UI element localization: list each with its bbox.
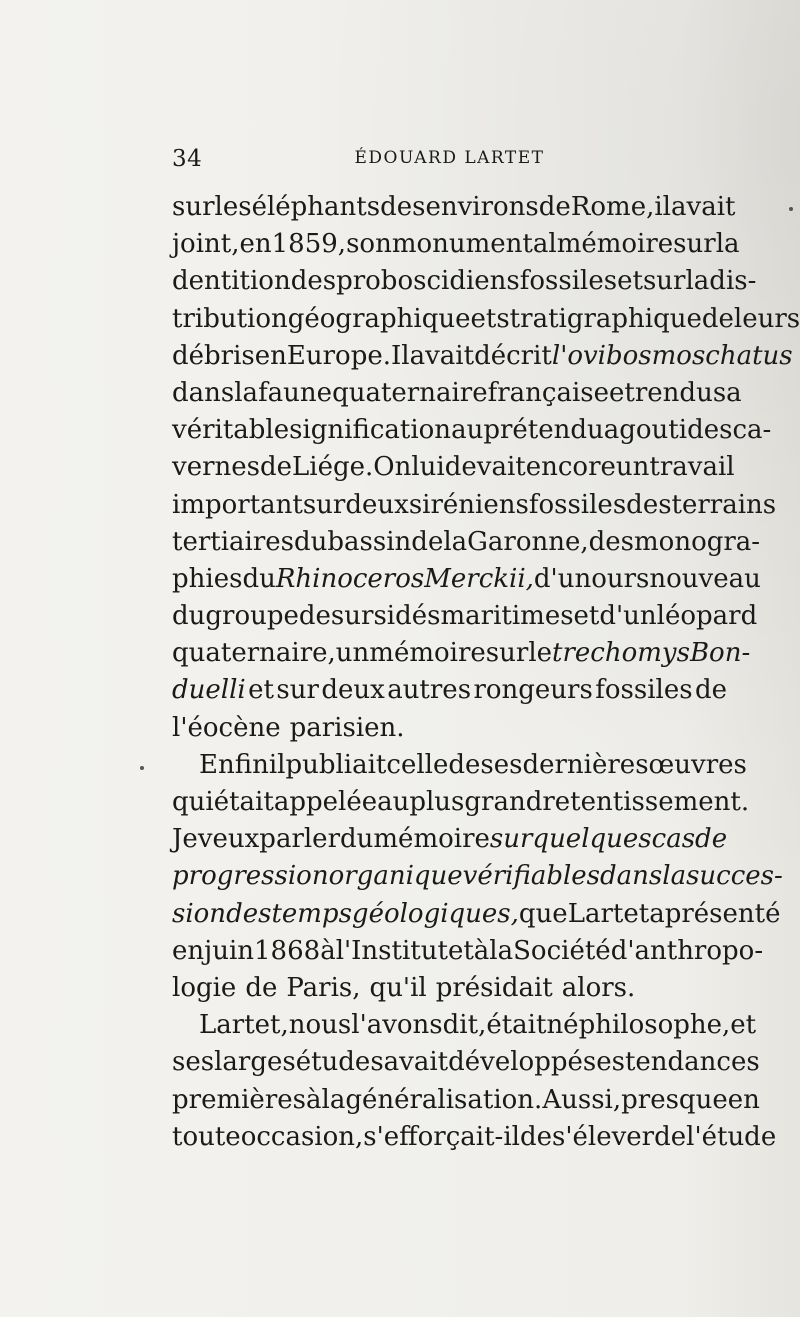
word: de	[654, 1121, 687, 1152]
word: des	[380, 192, 426, 222]
word: Paris,	[286, 972, 361, 1003]
word: Bon-	[689, 638, 751, 669]
word: il	[654, 192, 671, 222]
text-line	[172, 896, 781, 933]
word: signification	[289, 415, 452, 446]
text-line	[172, 710, 727, 747]
word: la	[662, 861, 687, 892]
word: prétendu	[483, 415, 604, 446]
word: Garonne,	[467, 526, 589, 557]
word: de	[701, 303, 734, 334]
word: des	[290, 266, 337, 297]
word: de	[259, 452, 293, 483]
word: monogra-	[634, 526, 761, 557]
word: la	[489, 935, 514, 966]
word: au	[377, 787, 410, 817]
word: études	[295, 1047, 384, 1078]
word: généralisation.	[345, 1084, 543, 1115]
word: autres	[387, 675, 472, 706]
word: celle	[386, 749, 449, 780]
text-line	[172, 672, 727, 709]
word: premières	[172, 1084, 306, 1115]
word: presque	[621, 1084, 728, 1115]
word: monumental	[391, 229, 557, 260]
word: de	[411, 526, 444, 557]
word: alors.	[561, 972, 636, 1003]
text-line	[172, 375, 742, 412]
word: que	[518, 898, 568, 929]
word: en	[239, 229, 272, 260]
word: à	[473, 935, 490, 966]
text-line	[172, 561, 761, 598]
word: terrains	[671, 489, 777, 520]
word: la	[715, 229, 740, 260]
word: grand	[464, 787, 543, 817]
word: dentition	[172, 266, 291, 297]
page-number: 34	[172, 146, 203, 172]
word: à	[320, 935, 336, 966]
word: sur	[302, 489, 346, 520]
word: au	[451, 415, 484, 446]
word: géologiques,	[351, 898, 519, 929]
word: publiait	[285, 749, 387, 780]
word: était	[213, 787, 274, 817]
word: son	[346, 229, 392, 260]
word: en	[172, 935, 205, 966]
word: française	[487, 377, 610, 408]
word: Aussi,	[542, 1084, 622, 1115]
word: des	[298, 601, 345, 632]
word: du	[172, 601, 206, 632]
word: avait	[383, 1047, 449, 1078]
word: fossiles	[519, 266, 618, 297]
word: a	[649, 898, 665, 929]
word: vérifiables	[462, 861, 601, 892]
word: développé	[448, 1047, 583, 1078]
word: qu'il	[369, 972, 427, 1003]
word: et	[573, 601, 600, 632]
text-line	[172, 598, 758, 635]
word: Enfin	[199, 749, 269, 780]
word: larges	[214, 1047, 296, 1078]
word: leurs	[733, 303, 800, 334]
word: l'Institut	[335, 935, 448, 966]
word: cas	[651, 824, 696, 855]
word: la	[685, 266, 710, 297]
word: et	[470, 303, 497, 334]
word: temps	[271, 898, 352, 929]
text-line	[172, 524, 761, 561]
word: était	[486, 1010, 547, 1041]
word: de	[695, 824, 728, 855]
word: la	[321, 1084, 346, 1115]
word: philosophe,	[578, 1010, 731, 1041]
word: bassin	[327, 526, 412, 557]
word: le	[528, 638, 553, 669]
word: nous	[288, 1010, 352, 1041]
text-line	[172, 412, 772, 449]
word: né	[546, 1010, 579, 1041]
word: et	[617, 266, 643, 297]
word: siréniens	[408, 489, 529, 520]
word: vernes	[172, 452, 260, 483]
word: s'élever	[552, 1121, 655, 1152]
word: dans	[172, 377, 235, 408]
word: et	[609, 377, 635, 408]
word: progression	[172, 861, 329, 892]
word: d'anthropo-	[610, 935, 764, 966]
text-line	[172, 338, 793, 375]
word: retentissement.	[542, 787, 750, 817]
word: trechomys	[552, 638, 690, 669]
word: quelques	[532, 824, 652, 855]
text-line	[172, 858, 783, 895]
word: tribution	[172, 303, 288, 334]
word: de	[448, 749, 481, 780]
word: agouti	[603, 415, 688, 446]
word: de	[694, 675, 727, 706]
word: ses	[480, 749, 523, 780]
word: la	[443, 526, 468, 557]
word: mémoire	[556, 229, 674, 260]
word: quaternaire,	[172, 638, 336, 669]
text-line	[172, 263, 757, 300]
word: l'étude	[686, 1121, 777, 1152]
text-line	[172, 970, 727, 1007]
word: logie	[172, 972, 237, 1003]
word: il	[268, 749, 286, 780]
word: Europe.	[286, 340, 392, 371]
word: ours	[591, 563, 650, 594]
word: en	[254, 340, 287, 371]
word: Il	[391, 340, 410, 371]
word: œuvres	[648, 749, 747, 780]
text-line	[172, 1119, 777, 1156]
word: sur	[276, 675, 319, 706]
page-speck	[140, 766, 144, 770]
word: nouveau	[649, 563, 761, 594]
word: présidait	[435, 972, 553, 1003]
word: dernières	[522, 749, 649, 780]
word: ca-	[732, 415, 772, 446]
word: proboscidiens	[336, 266, 520, 297]
word: l'avons	[351, 1010, 443, 1041]
word: avait	[409, 340, 475, 371]
word: sa	[712, 377, 742, 408]
word: 1859,	[271, 229, 347, 260]
word: travail	[649, 452, 735, 483]
word: rongeurs	[473, 675, 593, 706]
word: 1868	[254, 935, 321, 966]
word: appelée	[273, 787, 378, 817]
word: de	[245, 972, 278, 1003]
word: des	[588, 526, 635, 557]
word: en	[727, 1084, 760, 1115]
word: deux	[345, 489, 409, 520]
word: ses	[172, 1047, 215, 1078]
word: moschatus	[651, 340, 793, 371]
word: sion	[172, 898, 227, 929]
body-text	[172, 189, 800, 1156]
word: s'efforçait-il	[363, 1121, 520, 1152]
word: plus	[409, 787, 465, 817]
word: organique	[328, 861, 463, 892]
word: dans	[600, 861, 663, 892]
word: Je	[172, 824, 198, 855]
text-line	[172, 821, 727, 858]
word: l'éocène	[172, 712, 281, 743]
text-line	[172, 1007, 757, 1044]
text-line	[172, 449, 735, 486]
word: duelli	[172, 675, 246, 706]
word: et	[730, 1010, 757, 1041]
word: fossiles	[595, 675, 693, 706]
word: deux	[321, 675, 385, 706]
word: un	[615, 452, 650, 483]
text-line	[172, 189, 736, 226]
word: l'ovibos	[551, 340, 652, 371]
word: encore	[525, 452, 616, 483]
word: Merckii,	[424, 563, 534, 594]
word: devait	[444, 452, 526, 483]
word: phies	[172, 563, 243, 594]
word: et	[248, 675, 274, 706]
word: important	[172, 489, 303, 520]
word: parler	[259, 824, 341, 855]
word: véritable	[172, 415, 290, 446]
text-line	[172, 1044, 760, 1081]
word: succes-	[686, 861, 783, 892]
text-line	[172, 747, 747, 784]
word: lui	[411, 452, 445, 483]
word: faune	[258, 377, 333, 408]
word: Lartet	[567, 898, 650, 929]
word: Liége.	[292, 452, 374, 483]
word: un	[335, 638, 370, 669]
word: les	[214, 192, 252, 222]
word: à	[305, 1084, 322, 1115]
word: décrit	[474, 340, 552, 371]
word: juin	[204, 935, 255, 966]
word: dit,	[442, 1010, 487, 1041]
text-line	[172, 301, 800, 338]
word: du	[242, 563, 276, 594]
word: toute	[172, 1121, 241, 1152]
word: ses	[582, 1047, 625, 1078]
word: sur	[673, 229, 716, 260]
word: sur	[485, 638, 529, 669]
word: parisien.	[289, 712, 405, 743]
word: On	[373, 452, 412, 483]
word: du	[294, 526, 328, 557]
word: tendances	[624, 1047, 760, 1078]
word: géographique	[287, 303, 471, 334]
word: des	[626, 489, 672, 520]
word: Lartet,	[199, 1010, 289, 1041]
word: Société	[513, 935, 611, 966]
word: stratigraphique	[496, 303, 702, 334]
word: tertiaires	[172, 526, 295, 557]
word: présenté	[664, 898, 781, 929]
word: d'un	[533, 563, 592, 594]
word: Rhinoceros	[275, 563, 425, 594]
word: maritimes	[440, 601, 574, 632]
word: la	[234, 377, 259, 408]
word: groupe	[205, 601, 299, 632]
word: de	[519, 1121, 553, 1152]
word: environs	[425, 192, 539, 222]
word: sur	[489, 824, 533, 855]
word: occasion,	[240, 1121, 364, 1152]
page-header	[172, 146, 727, 176]
word: dis-	[709, 266, 757, 297]
word: mémoire	[373, 824, 490, 855]
running-head: ÉDOUARD LARTET	[354, 148, 545, 168]
text-line	[172, 784, 750, 821]
word: sur	[642, 266, 686, 297]
word: des	[687, 415, 733, 446]
word: rendu	[634, 377, 713, 408]
word: joint,	[172, 229, 240, 260]
word: ursidés	[344, 601, 441, 632]
word: qui	[172, 787, 214, 817]
word: fossiles	[528, 489, 627, 520]
word: du	[340, 824, 374, 855]
word: quaternaire	[332, 377, 488, 408]
word: et	[447, 935, 474, 966]
text-line	[172, 933, 764, 970]
word: léopard	[656, 601, 758, 632]
word: éléphants	[251, 192, 381, 222]
text-line	[172, 226, 740, 263]
word: des	[226, 898, 272, 929]
word: mémoire	[369, 638, 486, 669]
text-line	[172, 635, 751, 672]
word: Rome,	[570, 192, 655, 222]
word: avait	[671, 192, 736, 222]
word: sur	[172, 192, 215, 222]
page-speck	[789, 207, 793, 211]
text-line	[172, 487, 777, 524]
word: d'un	[599, 601, 657, 632]
text-line	[172, 1082, 760, 1119]
word: veux	[197, 824, 260, 855]
word: débris	[172, 340, 255, 371]
word: de	[538, 192, 571, 222]
